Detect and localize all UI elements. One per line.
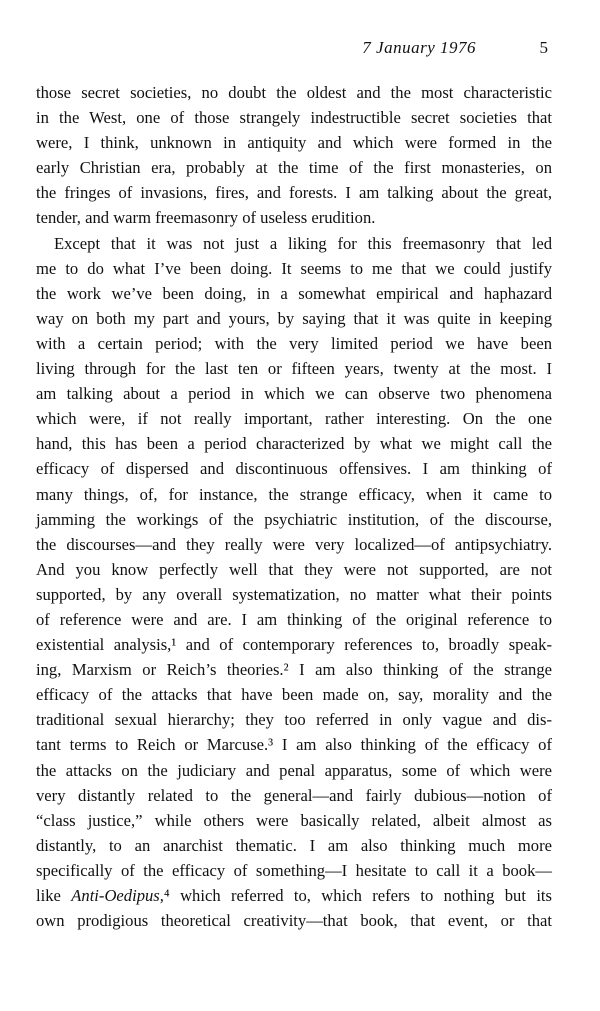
text-line: tant terms to Reich or Marcuse.³ I am also thinking of the efficacy of xyxy=(36,735,552,755)
running-head xyxy=(0,38,600,62)
page-number: 5 xyxy=(539,38,548,57)
footnote-marker: ⁴ xyxy=(163,886,170,905)
text-line: jamming the workings of the psychiatric institution, of the discourse, xyxy=(36,509,552,529)
book-title-anti-oedipus: Anti-Oedipus, xyxy=(71,886,164,905)
text-line: And you know perfectly well that they were not supported, are not xyxy=(36,559,552,579)
text-line: traditional sexual hierarchy; they too referred in only vague and dis- xyxy=(36,710,552,730)
text-line: way on both my part and yours, by saying that it was quite in keeping xyxy=(36,308,552,328)
text-line: am talking about a period in which we can observe two phenomena xyxy=(36,384,552,404)
text-line: many things, of, for instance, the strange efficacy, when it came to xyxy=(36,484,552,504)
text-line: very distantly related to the general—and fairly dubious—notion of xyxy=(36,785,552,805)
line-suffix: which referred to, which refers to nothing but its xyxy=(169,886,552,905)
text-line: the fringes of invasions, fires, and forests. I am talking about the great, xyxy=(36,183,552,203)
text-line: specifically of the efficacy of something—I hesitate to call it a book— xyxy=(36,860,552,880)
text-line: me to do what I’ve been doing. It seems to me that we could justify xyxy=(36,258,552,278)
text-line: living through for the last ten or fifteen years, twenty at the most. I xyxy=(36,359,552,379)
text-line: which were, if not really important, rather interesting. On the one xyxy=(36,409,552,429)
text-line: distantly, to an anarchist thematic. I am also thinking much more xyxy=(36,835,552,855)
text-line: existential analysis,¹ and of contemporary references to, broadly speak- xyxy=(36,635,552,655)
running-title: 7 January 1976 xyxy=(362,38,476,57)
text-line-anti-oedipus xyxy=(36,883,552,908)
text-line: early Christian era, probably at the time of the first monasteries, on xyxy=(36,158,552,178)
text-line: “class justice,” while others were basically related, albeit almost as xyxy=(36,810,552,830)
text-line: ing, Marxism or Reich’s theories.² I am also thinking of the strange xyxy=(36,660,552,680)
text-line: efficacy of the attacks that have been made on, say, morality and the xyxy=(36,685,552,705)
text-line: hand, this has been a period characterized by what we might call the xyxy=(36,434,552,454)
line-prefix: like xyxy=(36,886,72,905)
text-line: in the West, one of those strangely indestructible secret societies that xyxy=(36,108,552,128)
body-text xyxy=(36,80,552,933)
text-line: supported, by any overall systematization, no matter what their points xyxy=(36,584,552,604)
text-line: those secret societies, no doubt the oldest and the most characteristic xyxy=(36,83,552,102)
text-line: the work we’ve been doing, in a somewhat empirical and haphazard xyxy=(36,283,552,303)
text-line: of reference were and are. I am thinking of the original reference to xyxy=(36,609,552,629)
text-line: Except that it was not just a liking for this freemasonry that led xyxy=(54,233,552,253)
text-line: were, I think, unknown in antiquity and which were formed in the xyxy=(36,133,552,153)
text-line: own prodigious theoretical creativity—that book, that event, or that xyxy=(36,911,552,931)
text-line: efficacy of dispersed and discontinuous offensives. I am thinking of xyxy=(36,459,552,479)
text-line: with a certain period; with the very limited period we have been xyxy=(36,333,552,353)
text-line: tender, and warm freemasonry of useless erudition. xyxy=(36,208,376,228)
text-line: the discourses—and they really were very localized—of antipsychiatry. xyxy=(36,534,552,554)
text-line: the attacks on the judiciary and penal apparatus, some of which were xyxy=(36,760,552,780)
